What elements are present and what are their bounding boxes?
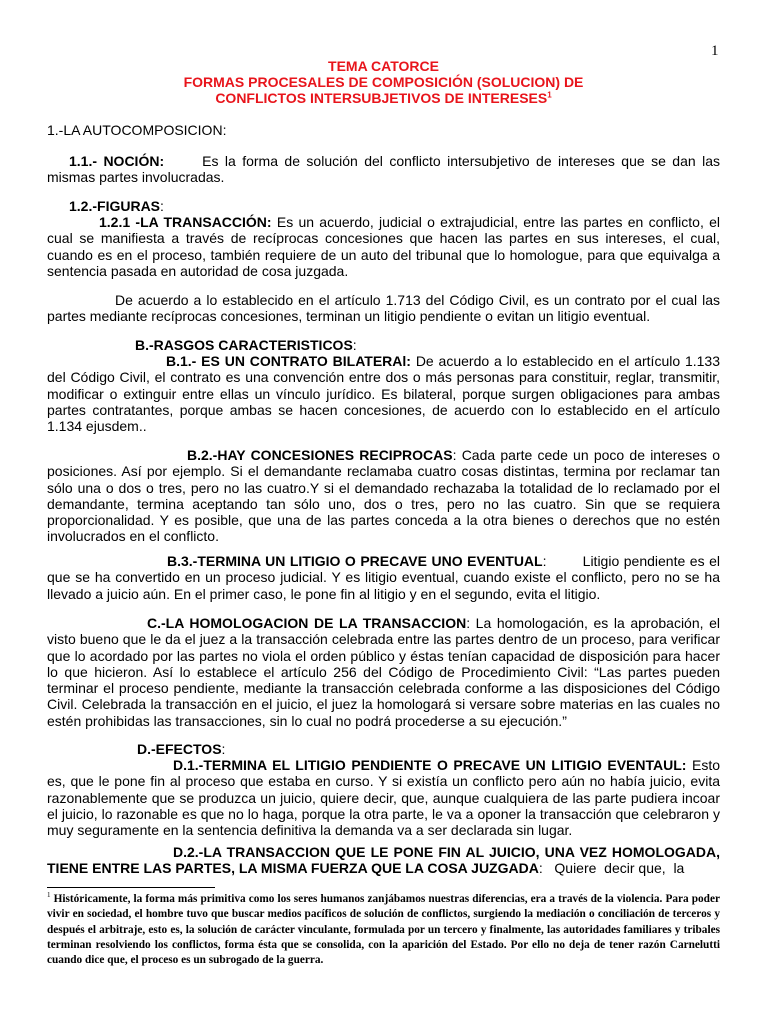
section-b-heading	[47, 337, 720, 353]
section-1-1-text: Es la forma de solución del conflicto intersubjetivo de intereses que se dan las mismas partes involucradas.	[47, 153, 720, 186]
footnote	[47, 892, 720, 968]
footnote-text: Históricamente, la forma más primitiva como los seres humanos zanjábamos nuestras diferencias, era a través de la violencia. Para poder vivir en sociedad, el hombre tuvo que buscar medios pacíficos de solución de conflictos, surgiendo la mediación o conciliación de terceros y después el arbitraje, esto es, la solución de carácter vinculante, formulada por un tercero y finalmente, las autoridades familiares y tribales terminan resolviendo los conflictos, forma ésta que se consolida, con la aparición del Estado. Por ello no deja de tener razón Carnelutti cuando dice que, el proceso es un subrogado de la guerra.	[47, 893, 720, 967]
section-b-title: B.-RASGOS CARACTERISTICOS	[135, 337, 353, 353]
section-1-2-title: 1.2.-FIGURAS	[69, 198, 161, 214]
section-d-heading	[47, 741, 720, 757]
section-d2-paragraph	[47, 844, 720, 877]
section-d1-label: D.1.-TERMINA EL LITIGIO PENDIENTE O PRECAVE UN LITIGIO EVENTAUL:	[173, 757, 687, 773]
section-c-label: C.-LA HOMOLOGACION DE LA TRANSACCION	[147, 615, 467, 631]
section-1-heading	[47, 122, 720, 138]
title-line-1: TEMA CATORCE	[328, 58, 439, 74]
section-b2-label: B.2.-HAY CONCESIONES RECIPROCAS	[187, 447, 453, 463]
section-b-colon: :	[352, 337, 357, 353]
section-b3-text: : Litigio pendiente es el que se ha convertido en un proceso judicial. Y es litigio eventual, cuando existe el conflicto, pero no se ha llevado a juicio aún. En el primer caso, le pone fin al litigio y en el segundo, evita el litigio.	[47, 553, 724, 602]
section-1-2-colon: :	[160, 198, 164, 214]
title-line-3-text: CONFLICTOS INTERSUBJETIVOS DE INTERESES	[215, 90, 548, 106]
section-b1-text: De acuerdo a lo establecido en el artículo 1.133 del Código Civil, el contrato es una convención entre dos o más personas para constituir, reglar, transmitir, modificar o extinguir entre ellas un vínculo jurídico. Es bilateral, porque surgen obligaciones para ambas partes contratantes, porque ambas se hacen concesiones, de acuerdo con lo establecido en el artículo 1.134 ejusdem..	[47, 353, 721, 435]
section-d-title: D.-EFECTOS	[137, 741, 222, 757]
document-title	[47, 58, 720, 106]
section-d1-text: Esto es, que le pone fin al proceso que estaba en curso. Y si existía un conflicto pero aún no había juicio, evita razonablemente que se produzca un juicio, quiere decir, que, aunque cualquiera de las parte pudiera incoar el juicio, lo razonable es que no lo haga, porque la otra parte, le va a oponer la transacción que celebraron y muy seguramente en la sentencia definitiva la demanda va a ser declarada sin lugar.	[47, 757, 720, 839]
footnote-separator	[47, 887, 215, 888]
section-d-colon: :	[221, 741, 226, 757]
section-d1-paragraph	[47, 757, 720, 838]
section-1-colon: :	[222, 122, 227, 138]
section-1-2-heading	[47, 198, 720, 214]
section-1-1-paragraph	[47, 153, 720, 186]
page-number: 1	[711, 43, 719, 59]
title-line-2: FORMAS PROCESALES DE COMPOSICIÓN (SOLUCION) DE	[183, 74, 584, 90]
section-1-2-1-paragraph	[47, 214, 720, 279]
section-b3-label: B.3.-TERMINA UN LITIGIO O PRECAVE UNO EVENTUAL	[167, 553, 543, 569]
section-b1-label: B.1.- ES UN CONTRATO BILATERAl:	[166, 353, 411, 369]
section-b3-paragraph	[47, 553, 724, 602]
section-c-paragraph	[47, 615, 720, 729]
article-1713-paragraph: De acuerdo a lo establecido en el artículo 1.713 del Código Civil, es un contrato por el cual las partes mediante recíprocas concesiones, terminan un litigio pendiente o evitan un litigio eventual.	[47, 292, 720, 325]
title-line-3	[47, 90, 720, 106]
section-b2-text: : Cada parte cede un poco de intereses o posiciones. Así por ejemplo. Si el demandante reclamaba cuatro cosas distintas, termina por reclamar tan sólo una o dos o tres, pero no las cuatro.Y si el demandado rechazaba la totalidad de lo reclamado por el demandante, termina aceptando tan sólo uno, dos o tres, pero no las cuatro. Sin que se requiera proporcionalidad. Y es posible, que una de las partes conceda a la otra bienes o derechos que no estén involucrados en el conflicto.	[47, 447, 720, 545]
section-1-2-1-label: 1.2.1 -LA TRANSACCIÓN:	[99, 214, 272, 230]
section-1-1-label: 1.1.- NOCIÓN:	[69, 153, 165, 169]
footnote-marker: 1	[47, 891, 51, 900]
section-b1-paragraph	[47, 353, 720, 434]
footnote-reference: 1	[547, 90, 552, 100]
section-d2-text: : Quiere decir que, la	[538, 860, 685, 877]
section-1-title: 1.-LA AUTOCOMPOSICION	[47, 122, 223, 138]
section-d2-label: D.2.-LA TRANSACCION QUE LE PONE FIN AL JUICIO, UNA VEZ HOMOLOGADA, TIENE ENTRE LAS PARTES, LA MISMA FUERZA QUE LA COSA JUZGADA	[47, 844, 720, 877]
section-c-text: : La homologación, es la aprobación, el visto bueno que le da el juez a la transacción celebrada entre las partes dentro de un proceso, para verificar que lo acordado por las partes no viola el orden público y éstas tenían capacidad de disposición para hacer lo que hicieron. Así lo establece el artículo 256 del Código de Procedimiento Civil: “Las partes pueden terminar el proceso pendiente, mediante la transacción celebrada conforme a las disposiciones del Código Civil. Celebrada la transacción en el juicio, el juez la homologará si versare sobre materias en las cuales no estén prohibidas las transacciones, sin lo cual no podrá procederse a su ejecución.”	[47, 615, 721, 729]
section-1-2-1-text: Es un acuerdo, judicial o extrajudicial, entre las partes en conflicto, el cual se manifiesta a través de recíprocas concesiones que hacen las partes en sus intereses, el cual, cuando es en el proceso, también requiere de un auto del tribunal que lo homologue, para que equivalga a sentencia pasada en autoridad de cosa juzgada.	[47, 214, 721, 279]
section-b2-paragraph	[47, 447, 720, 545]
